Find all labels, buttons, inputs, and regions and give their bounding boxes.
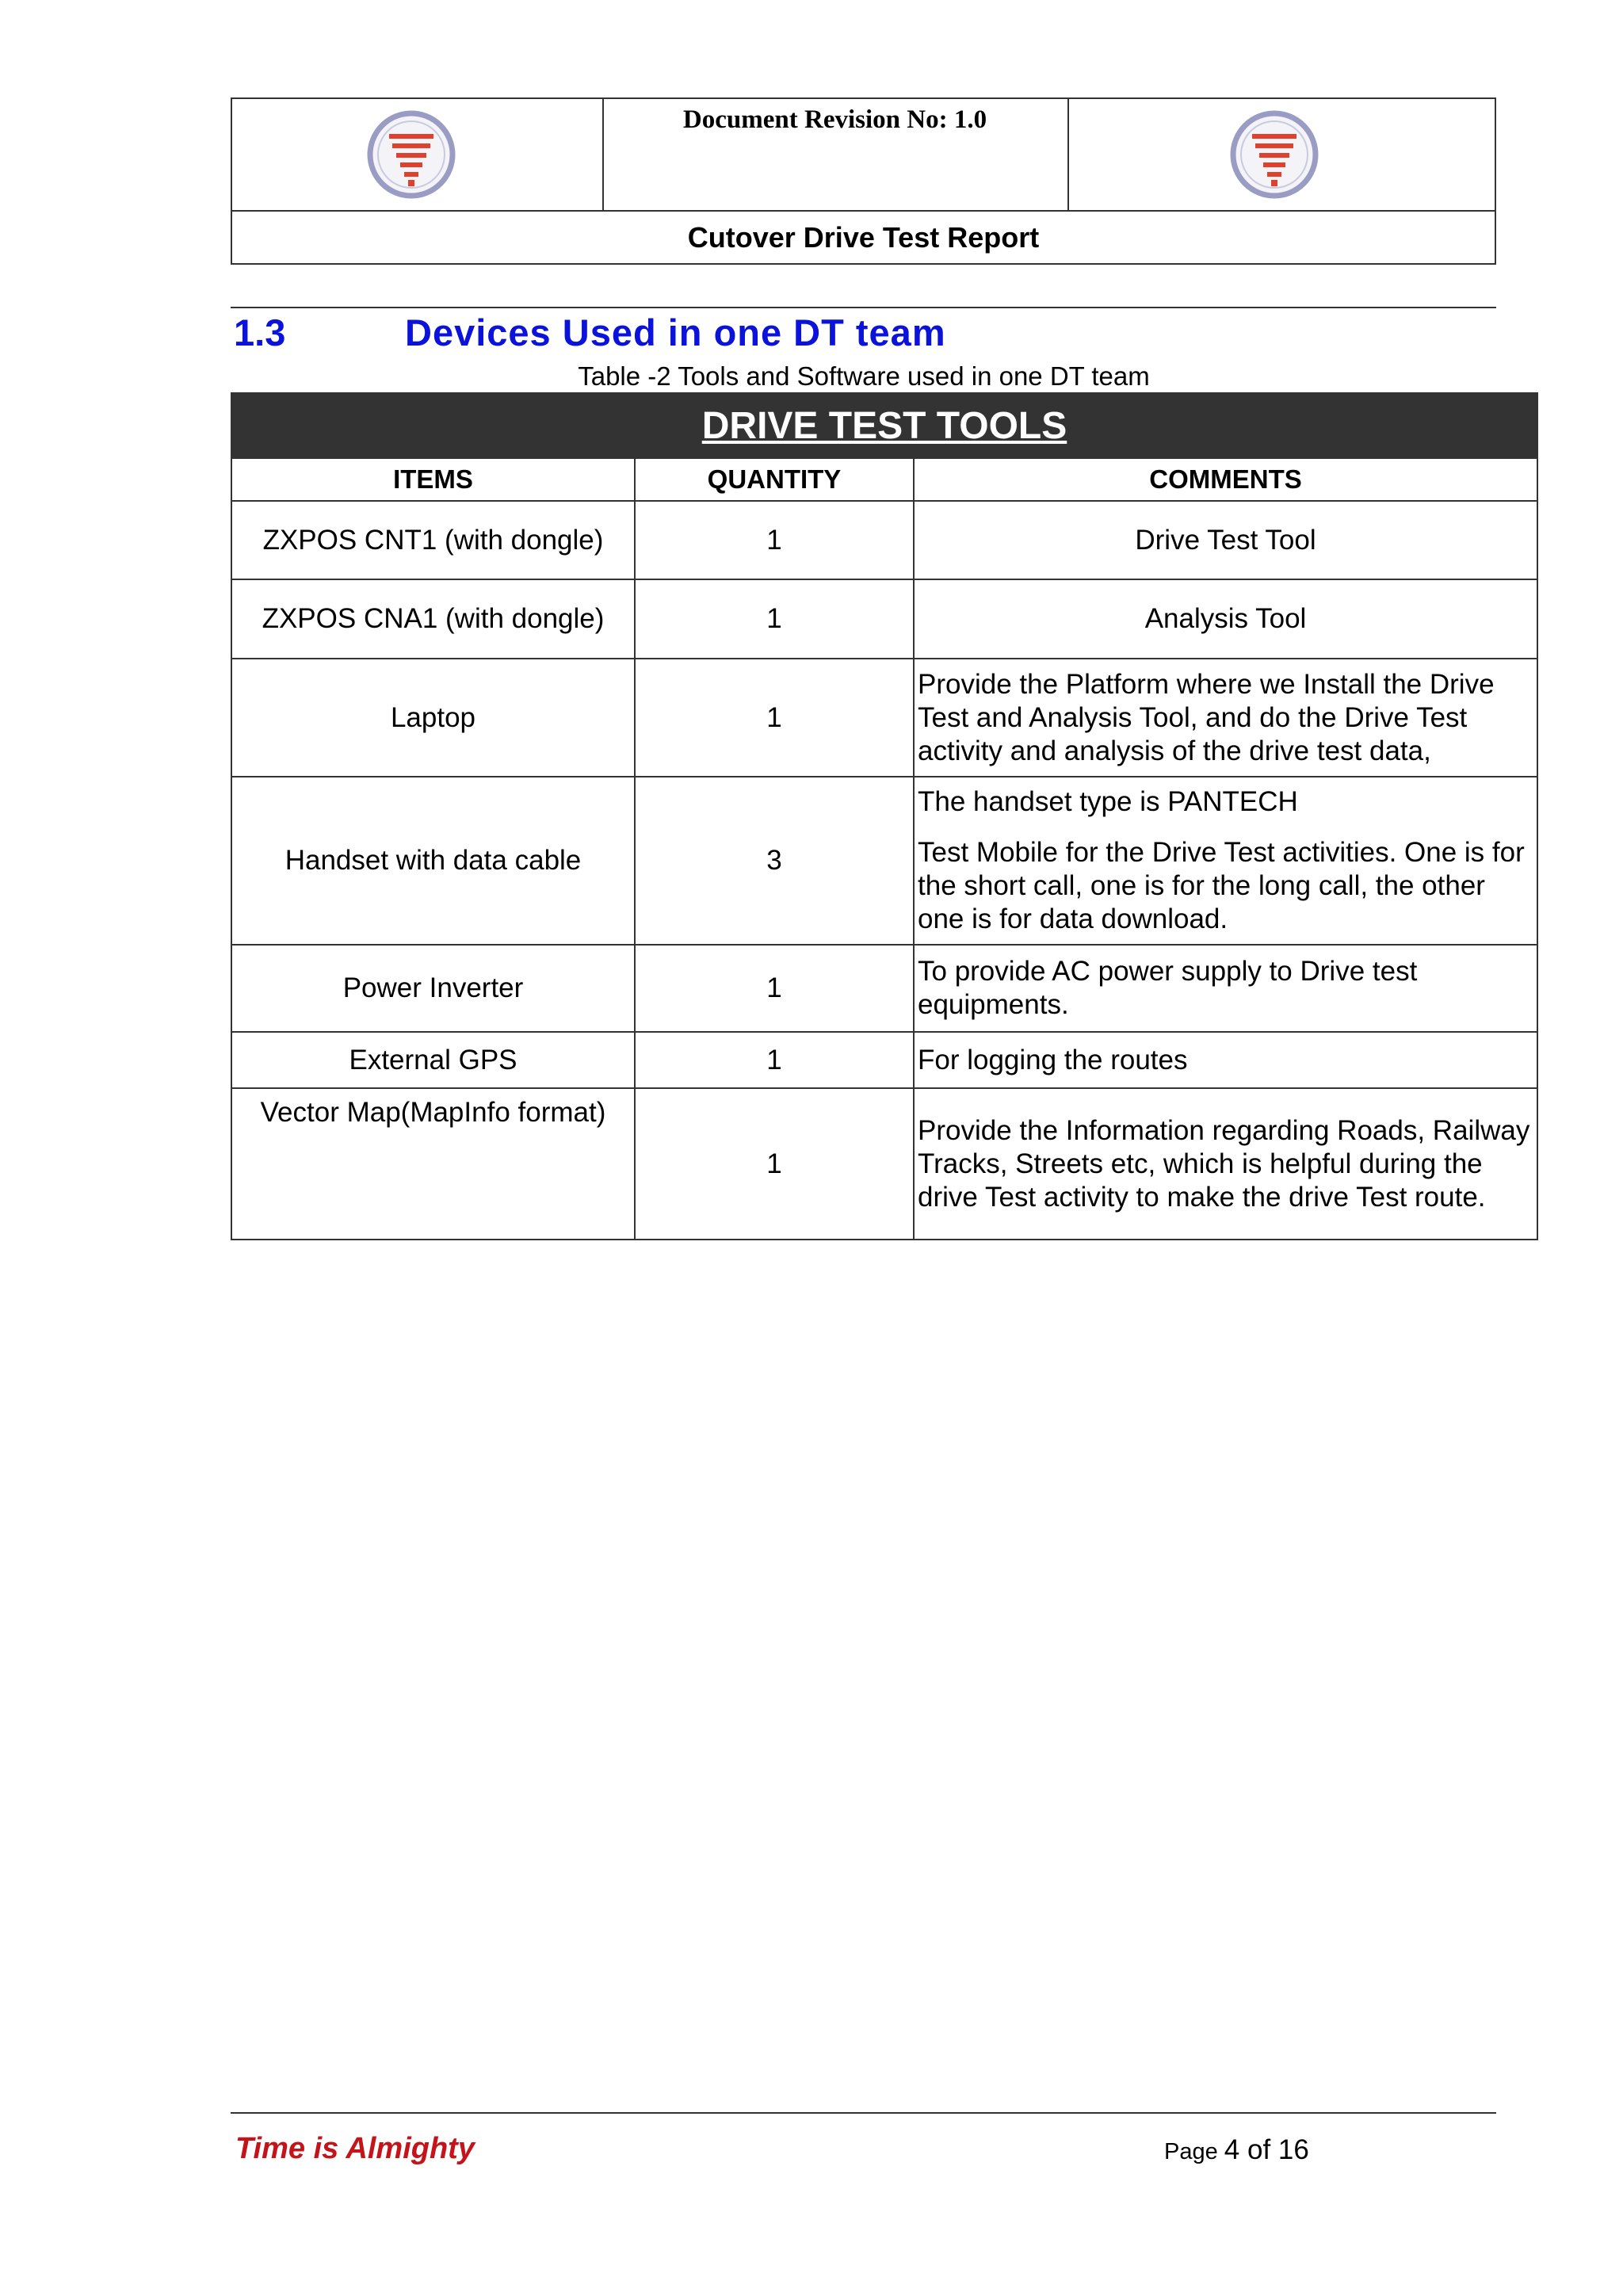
- quantity-cell: 1: [635, 945, 914, 1032]
- quantity-cell: 1: [635, 659, 914, 777]
- table-row: [231, 579, 1537, 659]
- quantity-cell: 1: [635, 579, 914, 659]
- page-label: Page: [1164, 2139, 1218, 2164]
- header-left-cell: [232, 99, 604, 210]
- quantity-cell: 3: [635, 777, 914, 945]
- comment-line: Test Mobile for the Drive Test activities. One is for the short call, one is for the long call, the other one is for data download.: [918, 837, 1525, 934]
- comments-cell: For logging the routes: [914, 1032, 1537, 1088]
- item-cell: Power Inverter: [231, 945, 635, 1032]
- table-caption: Table -2 Tools and Software used in one DT team: [578, 361, 1150, 391]
- item-cell: Handset with data cable: [231, 777, 635, 945]
- page-count: 4 of 16: [1224, 2134, 1309, 2165]
- table-row: [231, 777, 1537, 945]
- comments-cell: Provide the Platform where we Install the Drive Test and Analysis Tool, and do the Drive Test activity and analysis of the drive test data,: [914, 659, 1537, 777]
- header-top-row: [232, 99, 1495, 212]
- quantity-cell: 1: [635, 1032, 914, 1088]
- section-divider: [231, 307, 1496, 308]
- footer-divider: [231, 2112, 1496, 2114]
- comments-cell: [914, 777, 1537, 945]
- table-banner: DRIVE TEST TOOLS: [231, 393, 1537, 458]
- section-number: 1.3: [234, 311, 286, 353]
- column-header-items: ITEMS: [231, 458, 635, 501]
- section-title: Devices Used in one DT team: [405, 311, 946, 353]
- comment-line: The handset type is PANTECH: [918, 786, 1298, 817]
- funnel-logo-icon: [1228, 109, 1320, 201]
- item-cell: ZXPOS CNA1 (with dongle): [231, 579, 635, 659]
- page-number: [1164, 2134, 1309, 2166]
- table-row: [231, 1032, 1537, 1088]
- document-title: Cutover Drive Test Report: [687, 221, 1040, 254]
- footer-motto: Time is Almighty: [235, 2132, 475, 2165]
- comments-cell: Analysis Tool: [914, 579, 1537, 659]
- quantity-cell: 1: [635, 1088, 914, 1240]
- comments-cell: Drive Test Tool: [914, 501, 1537, 579]
- header-right-cell: [1067, 99, 1496, 210]
- funnel-logo-icon: [365, 109, 457, 201]
- quantity-cell: 1: [635, 501, 914, 579]
- document-header: [231, 97, 1496, 265]
- item-cell: External GPS: [231, 1032, 635, 1088]
- table-row: [231, 1088, 1537, 1240]
- table-row: [231, 945, 1537, 1032]
- table-row: [231, 501, 1537, 579]
- table-banner-row: [231, 393, 1537, 458]
- document-revision: Document Revision No: 1.0: [682, 105, 987, 134]
- item-cell: Laptop: [231, 659, 635, 777]
- item-cell: Vector Map(MapInfo format): [231, 1088, 635, 1240]
- item-cell: ZXPOS CNT1 (with dongle): [231, 501, 635, 579]
- column-header-comments: COMMENTS: [914, 458, 1537, 501]
- comments-cell: Provide the Information regarding Roads, Railway Tracks, Streets etc, which is helpful during the drive Test activity to make the drive Test route.: [914, 1088, 1537, 1240]
- column-header-quantity: QUANTITY: [635, 458, 914, 501]
- header-revision-cell: [602, 99, 1069, 210]
- table-header-row: [231, 458, 1537, 501]
- table-row: [231, 659, 1537, 777]
- drive-test-tools-table: [231, 392, 1538, 1240]
- comments-cell: To provide AC power supply to Drive test equipments.: [914, 945, 1537, 1032]
